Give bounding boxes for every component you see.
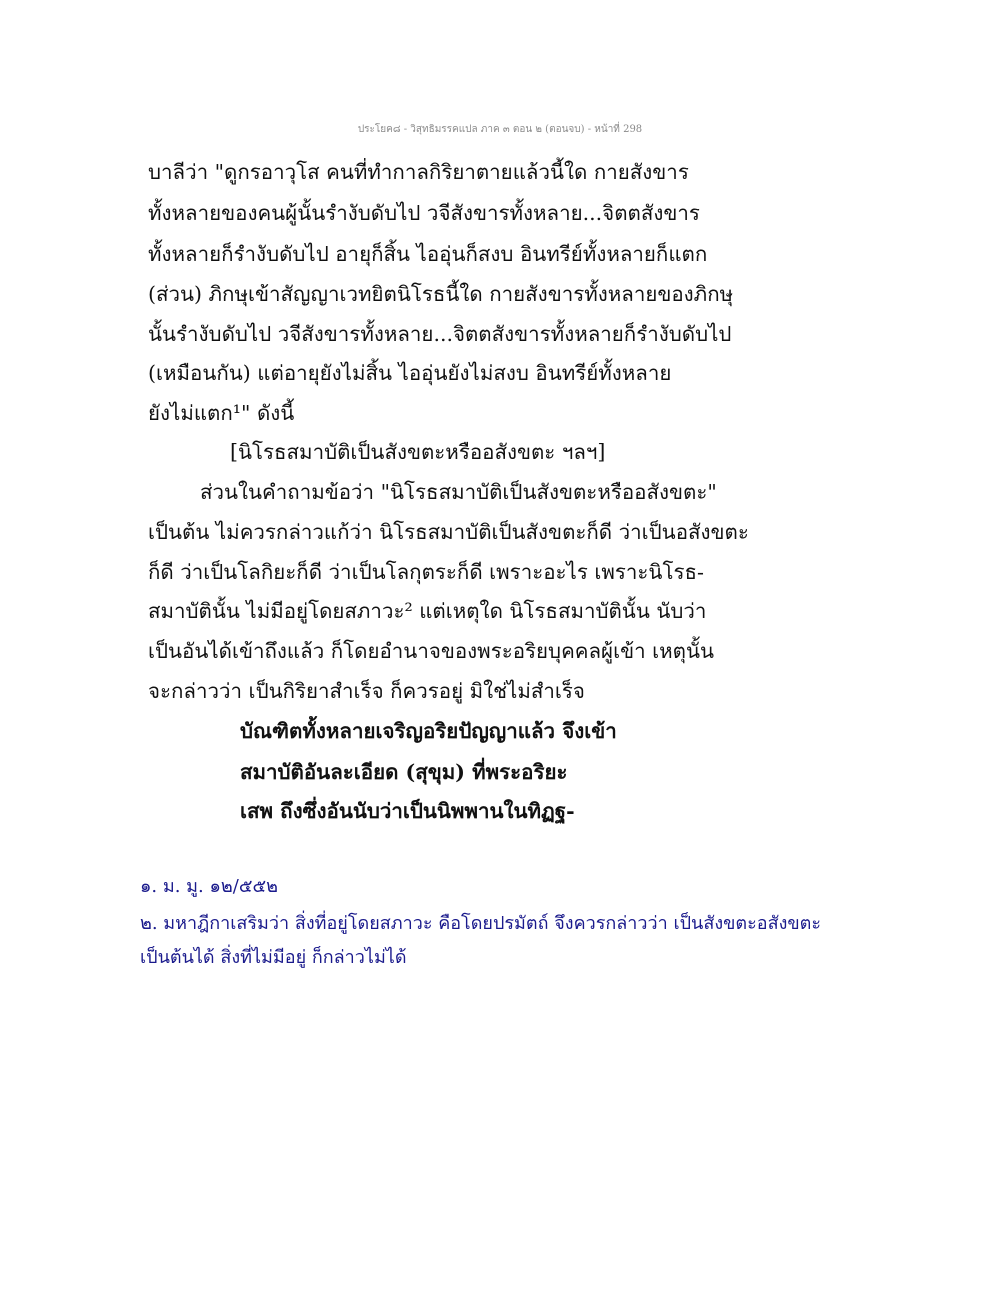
body-line: ทั้งหลายของคนผู้นั้นรำงับดับไป วจีสังขารทั้งหลาย...จิตตสังขาร bbox=[148, 201, 700, 225]
body-line: ทั้งหลายก็รำงับดับไป อายุก็สิ้น ไออุ่นก็สงบ อินทรีย์ทั้งหลายก็แตก bbox=[148, 242, 708, 266]
section-title: [นิโรธสมาบัติเป็นสังขตะหรืออสังขตะ ฯลฯ] bbox=[230, 440, 606, 464]
verse-line: สมาบัติอันละเอียด (สุขุม) ที่พระอริยะ bbox=[240, 760, 568, 784]
body-line: (เหมือนกัน) แต่อายุยังไม่สิ้น ไออุ่นยังไม่สงบ อินทรีย์ทั้งหลาย bbox=[148, 361, 672, 385]
footnote-1: ๑. ม. มู. ๑๒/๕๕๒ bbox=[140, 876, 278, 897]
body-line: สมาบัตินั้น ไม่มีอยู่โดยสภาวะ² แต่เหตุใด นิโรธสมาบัตินั้น นับว่า bbox=[148, 599, 707, 623]
body-line: นั้นรำงับดับไป วจีสังขารทั้งหลาย...จิตตสังขารทั้งหลายก็รำงับดับไป bbox=[148, 322, 732, 346]
body-line: ก็ดี ว่าเป็นโลกิยะก็ดี ว่าเป็นโลกุตระก็ดี เพราะอะไร เพราะนิโรธ- bbox=[148, 560, 704, 584]
body-line: เป็นอันได้เข้าถึงแล้ว ก็โดยอำนาจของพระอริยบุคคลผู้เข้า เหตุนั้น bbox=[148, 639, 714, 663]
footnote-2-continued: เป็นต้นได้ สิ่งที่ไม่มีอยู่ ก็กล่าวไม่ได้ bbox=[140, 947, 407, 968]
verse-line: เสพ ถึงซึ่งอันนับว่าเป็นนิพพานในทิฏฐ- bbox=[240, 799, 575, 823]
body-line: (ส่วน) ภิกษุเข้าสัญญาเวทยิตนิโรธนี้ใด กายสังขารทั้งหลายของภิกษุ bbox=[148, 282, 734, 306]
body-line: ส่วนในคำถามข้อว่า "นิโรธสมาบัติเป็นสังขตะหรืออสังขตะ" bbox=[200, 480, 717, 504]
body-line: บาลีว่า "ดูกรอาวุโส คนที่ทำกาลกิริยาตายแล้วนี้ใด กายสังขาร bbox=[148, 160, 689, 184]
body-line: จะกล่าวว่า เป็นกิริยาสำเร็จ ก็ควรอยู่ มิใช่ไม่สำเร็จ bbox=[148, 679, 585, 703]
page-header: ประโยค๘ - วิสุทธิมรรคแปล ภาค ๓ ตอน ๒ (ตอนจบ) - หน้าที่ 298 bbox=[357, 124, 643, 135]
body-line: ยังไม่แตก¹" ดังนี้ bbox=[148, 401, 295, 425]
footnote-2: ๒. มหาฎีกาเสริมว่า สิ่งที่อยู่โดยสภาวะ คือโดยปรมัตถ์ จึงควรกล่าวว่า เป็นสังขตะอสังขตะ bbox=[140, 913, 822, 934]
verse-line: บัณฑิตทั้งหลายเจริญอริยปัญญาแล้ว จึงเข้า bbox=[240, 719, 617, 743]
body-line: เป็นต้น ไม่ควรกล่าวแก้ว่า นิโรธสมาบัติเป็นสังขตะก็ดี ว่าเป็นอสังขตะ bbox=[148, 520, 749, 544]
